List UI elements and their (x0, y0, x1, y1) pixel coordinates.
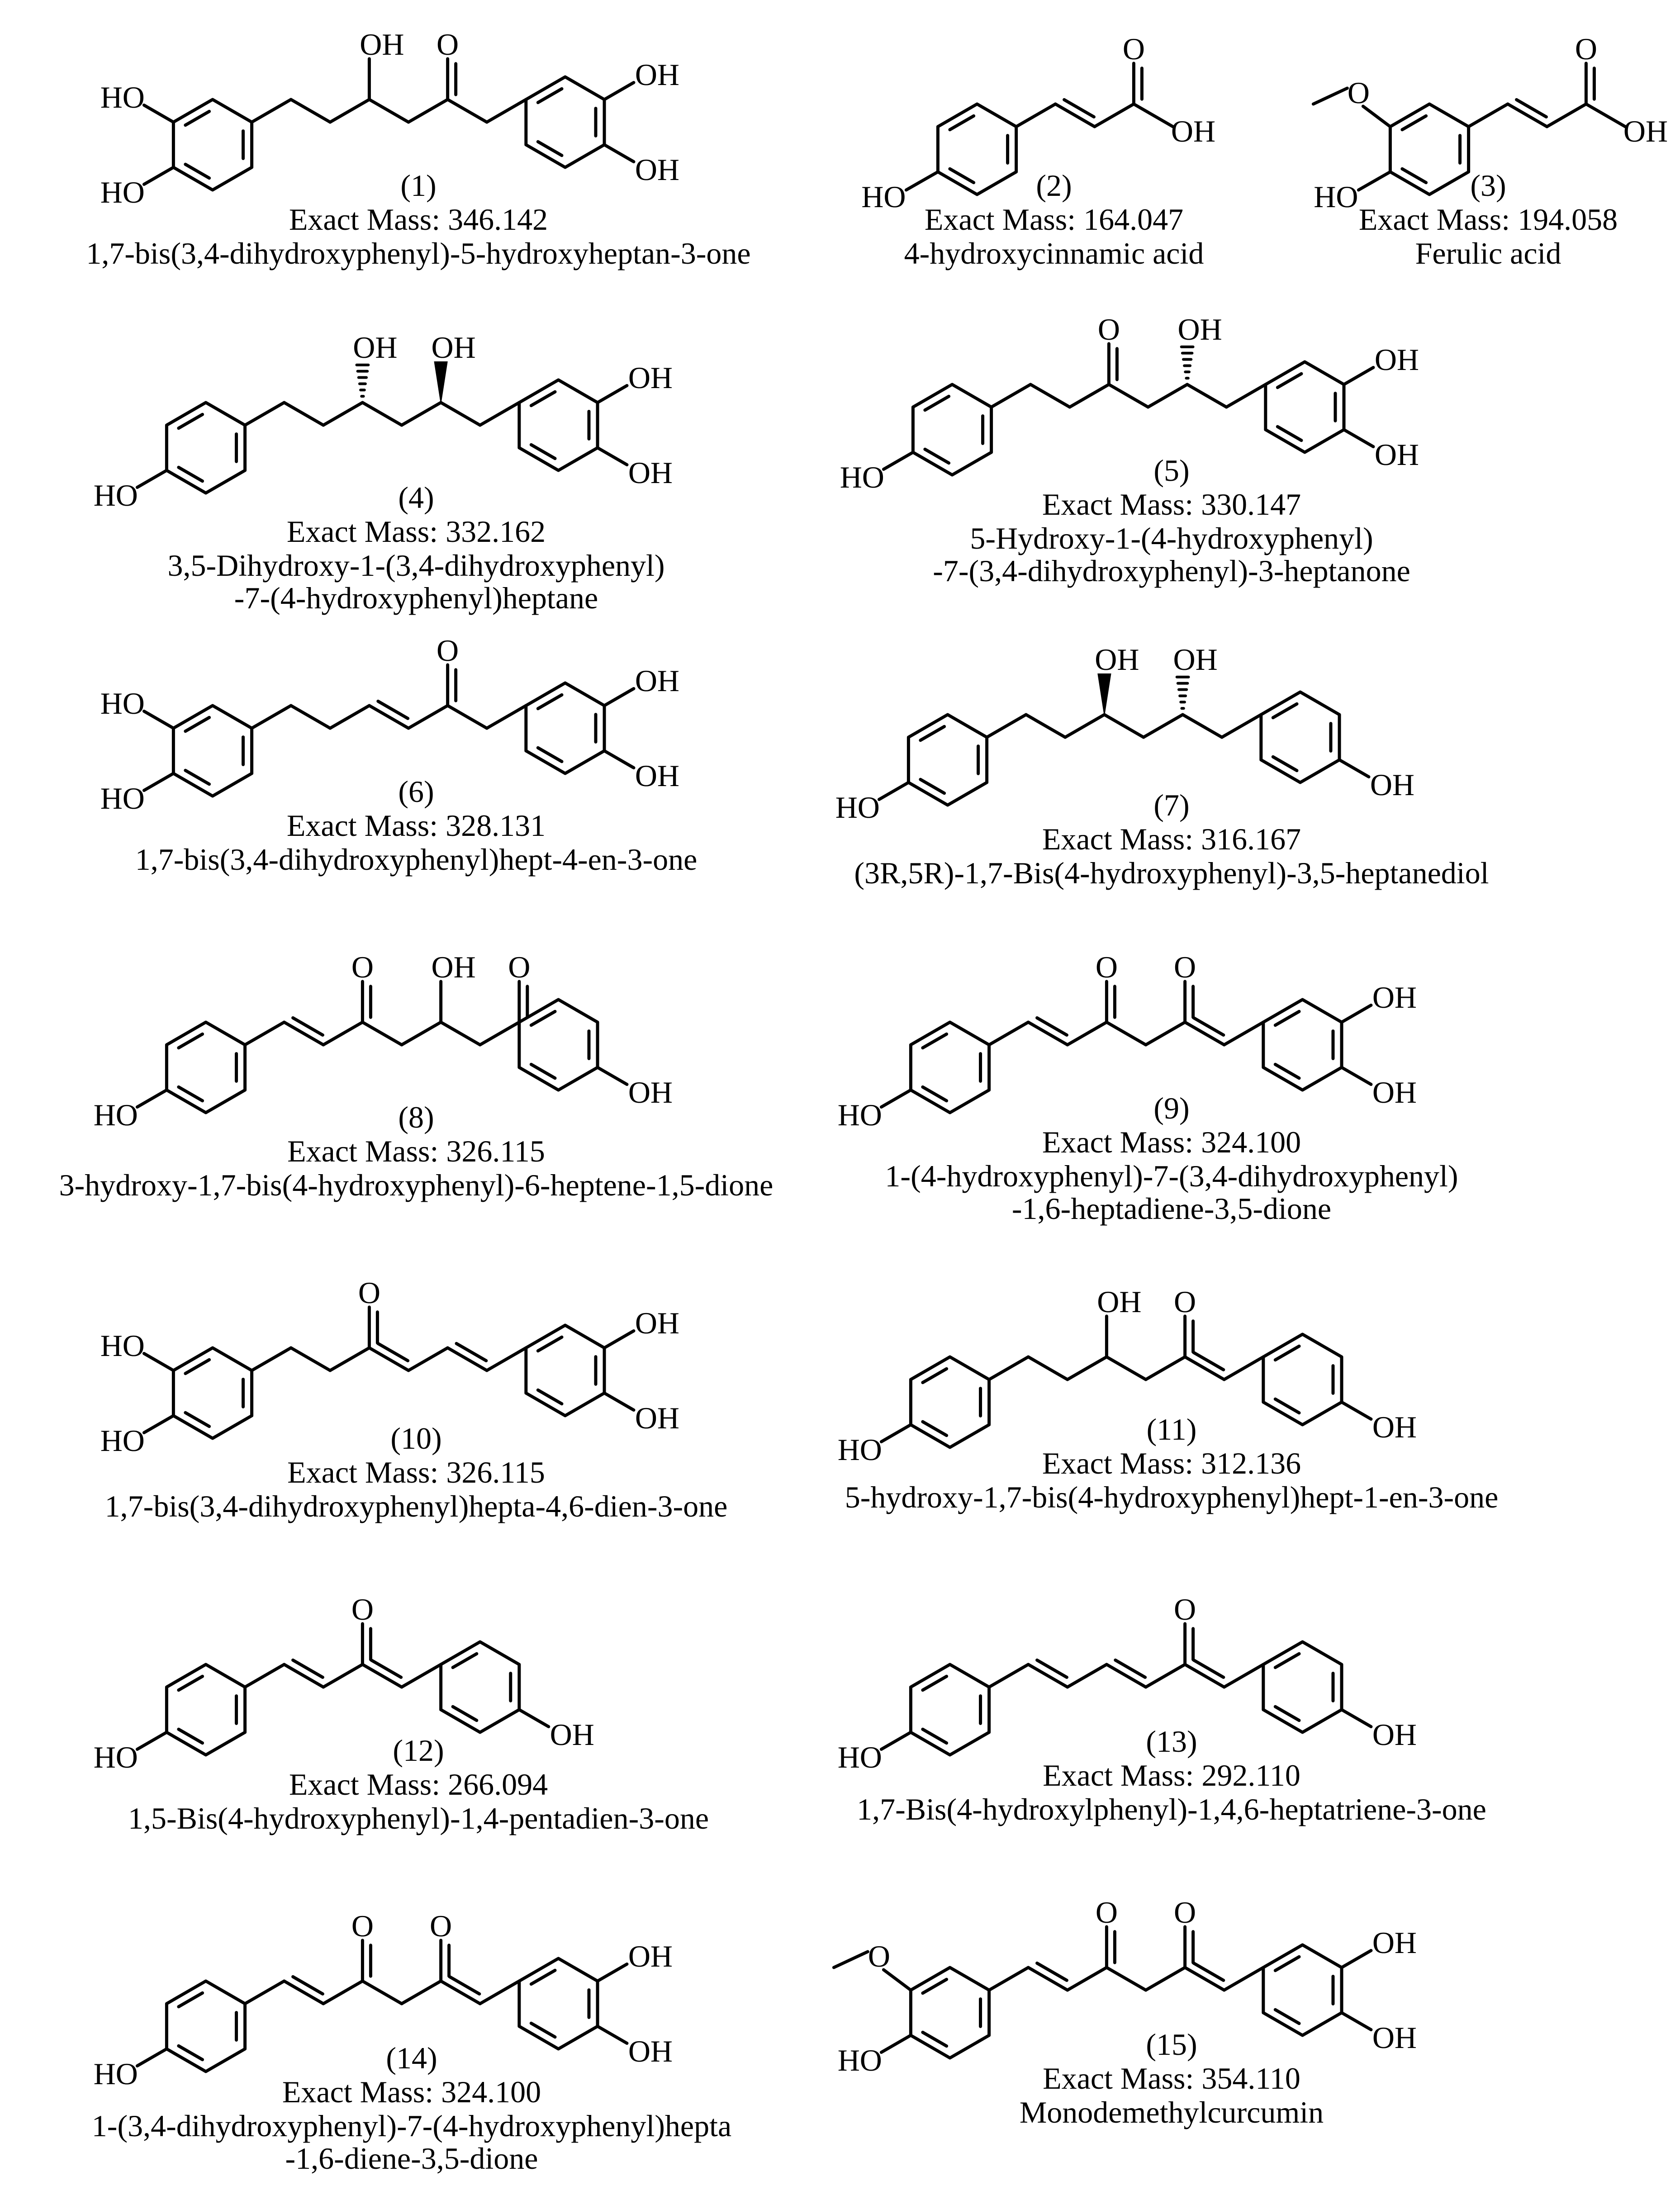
exact-mass: Exact Mass: 346.142 (289, 202, 548, 237)
hydroxyl: OH (1370, 768, 1415, 802)
exact-mass: Exact Mass: 312.136 (1042, 1446, 1301, 1480)
compound-number: (2) (1036, 168, 1072, 203)
hydroxyl: HO (100, 781, 145, 815)
hydroxyl: OH (360, 27, 404, 62)
hydroxyl: HO (100, 175, 145, 209)
carbonyl-oxygen: O (437, 633, 459, 668)
hydroxyl: HO (837, 1432, 882, 1467)
hydroxyl: OH (1097, 1285, 1142, 1319)
compound-number: (13) (1146, 1724, 1197, 1759)
compound-name: -1,6-heptadiene-3,5-dione (1011, 1191, 1332, 1226)
hydroxyl: OH (635, 1306, 680, 1340)
hydroxyl: HO (835, 790, 880, 825)
compound-name: 3-hydroxy-1,7-bis(4-hydroxyphenyl)-6-heptene-1,5-dione (59, 1168, 774, 1202)
hydroxyl: OH (1372, 1925, 1417, 1960)
carbonyl-oxygen: O (430, 1909, 452, 1943)
carbonyl-oxygen: O (1174, 950, 1196, 984)
methoxy-oxygen: O (868, 1939, 890, 1973)
exact-mass: Exact Mass: 194.058 (1358, 202, 1618, 237)
hydroxyl: OH (635, 57, 680, 92)
exact-mass: Exact Mass: 332.162 (286, 514, 546, 549)
hydroxyl: OH (635, 1401, 680, 1435)
hydroxyl: OH (353, 330, 398, 365)
hydroxyl: HO (840, 460, 884, 494)
carbonyl-oxygen: O (351, 950, 374, 984)
exact-mass: Exact Mass: 266.094 (289, 1767, 548, 1802)
carbonyl-oxygen: O (437, 27, 459, 62)
compound-name: 3,5-Dihydroxy-1-(3,4-dihydroxyphenyl) (167, 548, 665, 583)
hydroxyl: OH (1095, 642, 1139, 677)
exact-mass: Exact Mass: 354.110 (1043, 2061, 1300, 2095)
carbonyl-oxygen: O (1174, 1285, 1196, 1319)
carbonyl-oxygen: O (1097, 312, 1120, 346)
compound-number: (3) (1470, 168, 1506, 203)
methoxy-oxygen: O (1347, 76, 1370, 110)
hydroxyl: OH (1372, 2020, 1417, 2055)
compound-number: (12) (393, 1733, 444, 1768)
hydroxyl: OH (431, 950, 476, 984)
compound-name: -1,6-diene-3,5-dione (285, 2141, 538, 2176)
hydroxyl: OH (628, 1075, 673, 1109)
hydroxyl: OH (635, 152, 680, 187)
compound-name: 5-hydroxy-1,7-bis(4-hydroxyphenyl)hept-1-en-3-one (845, 1480, 1499, 1514)
compound-name: 1-(4-hydroxyphenyl)-7-(3,4-dihydroxyphenyl) (885, 1159, 1458, 1193)
compound-name: (3R,5R)-1,7-Bis(4-hydroxyphenyl)-3,5-heptanediol (854, 856, 1489, 890)
compound-number: (15) (1146, 2027, 1197, 2062)
carbonyl-oxygen: O (1575, 32, 1597, 66)
hydroxyl: OH (628, 455, 673, 490)
hydroxyl: HO (837, 1098, 882, 1132)
compound-number: (11) (1146, 1412, 1197, 1446)
compound-number: (7) (1153, 788, 1190, 822)
hydroxyl: OH (1372, 1075, 1417, 1109)
hydroxyl: OH (1623, 114, 1668, 148)
compound-name: -7-(4-hydroxyphenyl)heptane (234, 581, 598, 615)
hydroxyl: HO (93, 1740, 138, 1774)
carbonyl-oxygen: O (508, 950, 531, 984)
hydroxyl: OH (1374, 437, 1419, 472)
hydroxyl: OH (1372, 1410, 1417, 1444)
carbonyl-oxygen: O (1095, 950, 1118, 984)
hydroxyl: OH (1177, 312, 1222, 346)
hydroxyl: HO (1314, 180, 1358, 214)
compound-name: 1,5-Bis(4-hydroxyphenyl)-1,4-pentadien-3-one (128, 1801, 709, 1835)
exact-mass: Exact Mass: 330.147 (1042, 487, 1301, 521)
hydroxyl: OH (1173, 642, 1218, 677)
hydroxyl: HO (837, 1740, 882, 1774)
hydroxyl: OH (628, 360, 673, 395)
carbonyl-oxygen: O (351, 1909, 374, 1943)
hydroxyl: HO (100, 1328, 145, 1363)
hydroxyl: OH (1372, 980, 1417, 1015)
hydroxyl: OH (1171, 114, 1216, 148)
exact-mass: Exact Mass: 326.115 (287, 1134, 545, 1168)
compound-name: 1,7-bis(3,4-dihydroxyphenyl)hepta-4,6-dien-3-one (104, 1489, 728, 1523)
exact-mass: Exact Mass: 326.115 (287, 1455, 545, 1489)
exact-mass: Exact Mass: 316.167 (1042, 822, 1301, 856)
hydroxyl: OH (431, 330, 476, 365)
hydroxyl: OH (1374, 342, 1419, 377)
compound-number: (14) (386, 2041, 437, 2075)
exact-mass: Exact Mass: 292.110 (1043, 1758, 1300, 1792)
compound-name: 1-(3,4-dihydroxyphenyl)-7-(4-hydroxyphenyl)hepta (91, 2109, 732, 2143)
carbonyl-oxygen: O (1174, 1895, 1196, 1930)
compound-number: (8) (398, 1100, 434, 1134)
compound-name: 5-Hydroxy-1-(4-hydroxyphenyl) (970, 521, 1373, 555)
carbonyl-oxygen: O (1122, 32, 1145, 66)
hydroxyl: OH (628, 1939, 673, 1973)
compound-name: 1,7-Bis(4-hydroxylphenyl)-1,4,6-heptatriene-3-one (857, 1792, 1486, 1826)
compound-number: (6) (398, 774, 434, 809)
exact-mass: Exact Mass: 324.100 (282, 2075, 541, 2109)
compound-name: Ferulic acid (1415, 236, 1561, 270)
hydroxyl: OH (550, 1717, 594, 1752)
hydroxyl: HO (861, 180, 906, 214)
hydroxyl: HO (100, 686, 145, 721)
compound-name: 4-hydroxycinnamic acid (904, 236, 1204, 270)
hydroxyl: OH (1372, 1717, 1417, 1752)
compound-name: -7-(3,4-dihydroxyphenyl)-3-heptanone (933, 554, 1410, 588)
hydroxyl: OH (635, 759, 680, 793)
compound-name: 1,7-bis(3,4-dihydroxyphenyl)-5-hydroxyheptan-3-one (86, 236, 751, 270)
compound-name: Monodemethylcurcumin (1019, 2095, 1324, 2129)
carbonyl-oxygen: O (358, 1275, 380, 1310)
compound-name: 1,7-bis(3,4-dihydroxyphenyl)hept-4-en-3-one (135, 842, 698, 877)
hydroxyl: OH (635, 664, 680, 698)
hydroxyl: HO (100, 1423, 145, 1458)
hydroxyl: OH (628, 2034, 673, 2068)
compound-number: (9) (1153, 1091, 1190, 1125)
exact-mass: Exact Mass: 324.100 (1042, 1125, 1301, 1159)
carbonyl-oxygen: O (1095, 1895, 1118, 1930)
hydroxyl: HO (93, 2057, 138, 2091)
hydroxyl: HO (837, 2043, 882, 2077)
compound-number: (10) (390, 1421, 442, 1455)
compound-number: (1) (400, 168, 437, 203)
carbonyl-oxygen: O (1174, 1592, 1196, 1626)
compound-number: (5) (1153, 453, 1190, 488)
exact-mass: Exact Mass: 328.131 (286, 808, 546, 843)
exact-mass: Exact Mass: 164.047 (924, 202, 1184, 237)
hydroxyl: HO (93, 1098, 138, 1132)
compound-number: (4) (398, 480, 434, 515)
carbonyl-oxygen: O (351, 1592, 374, 1626)
hydroxyl: HO (100, 80, 145, 114)
hydroxyl: HO (93, 478, 138, 512)
